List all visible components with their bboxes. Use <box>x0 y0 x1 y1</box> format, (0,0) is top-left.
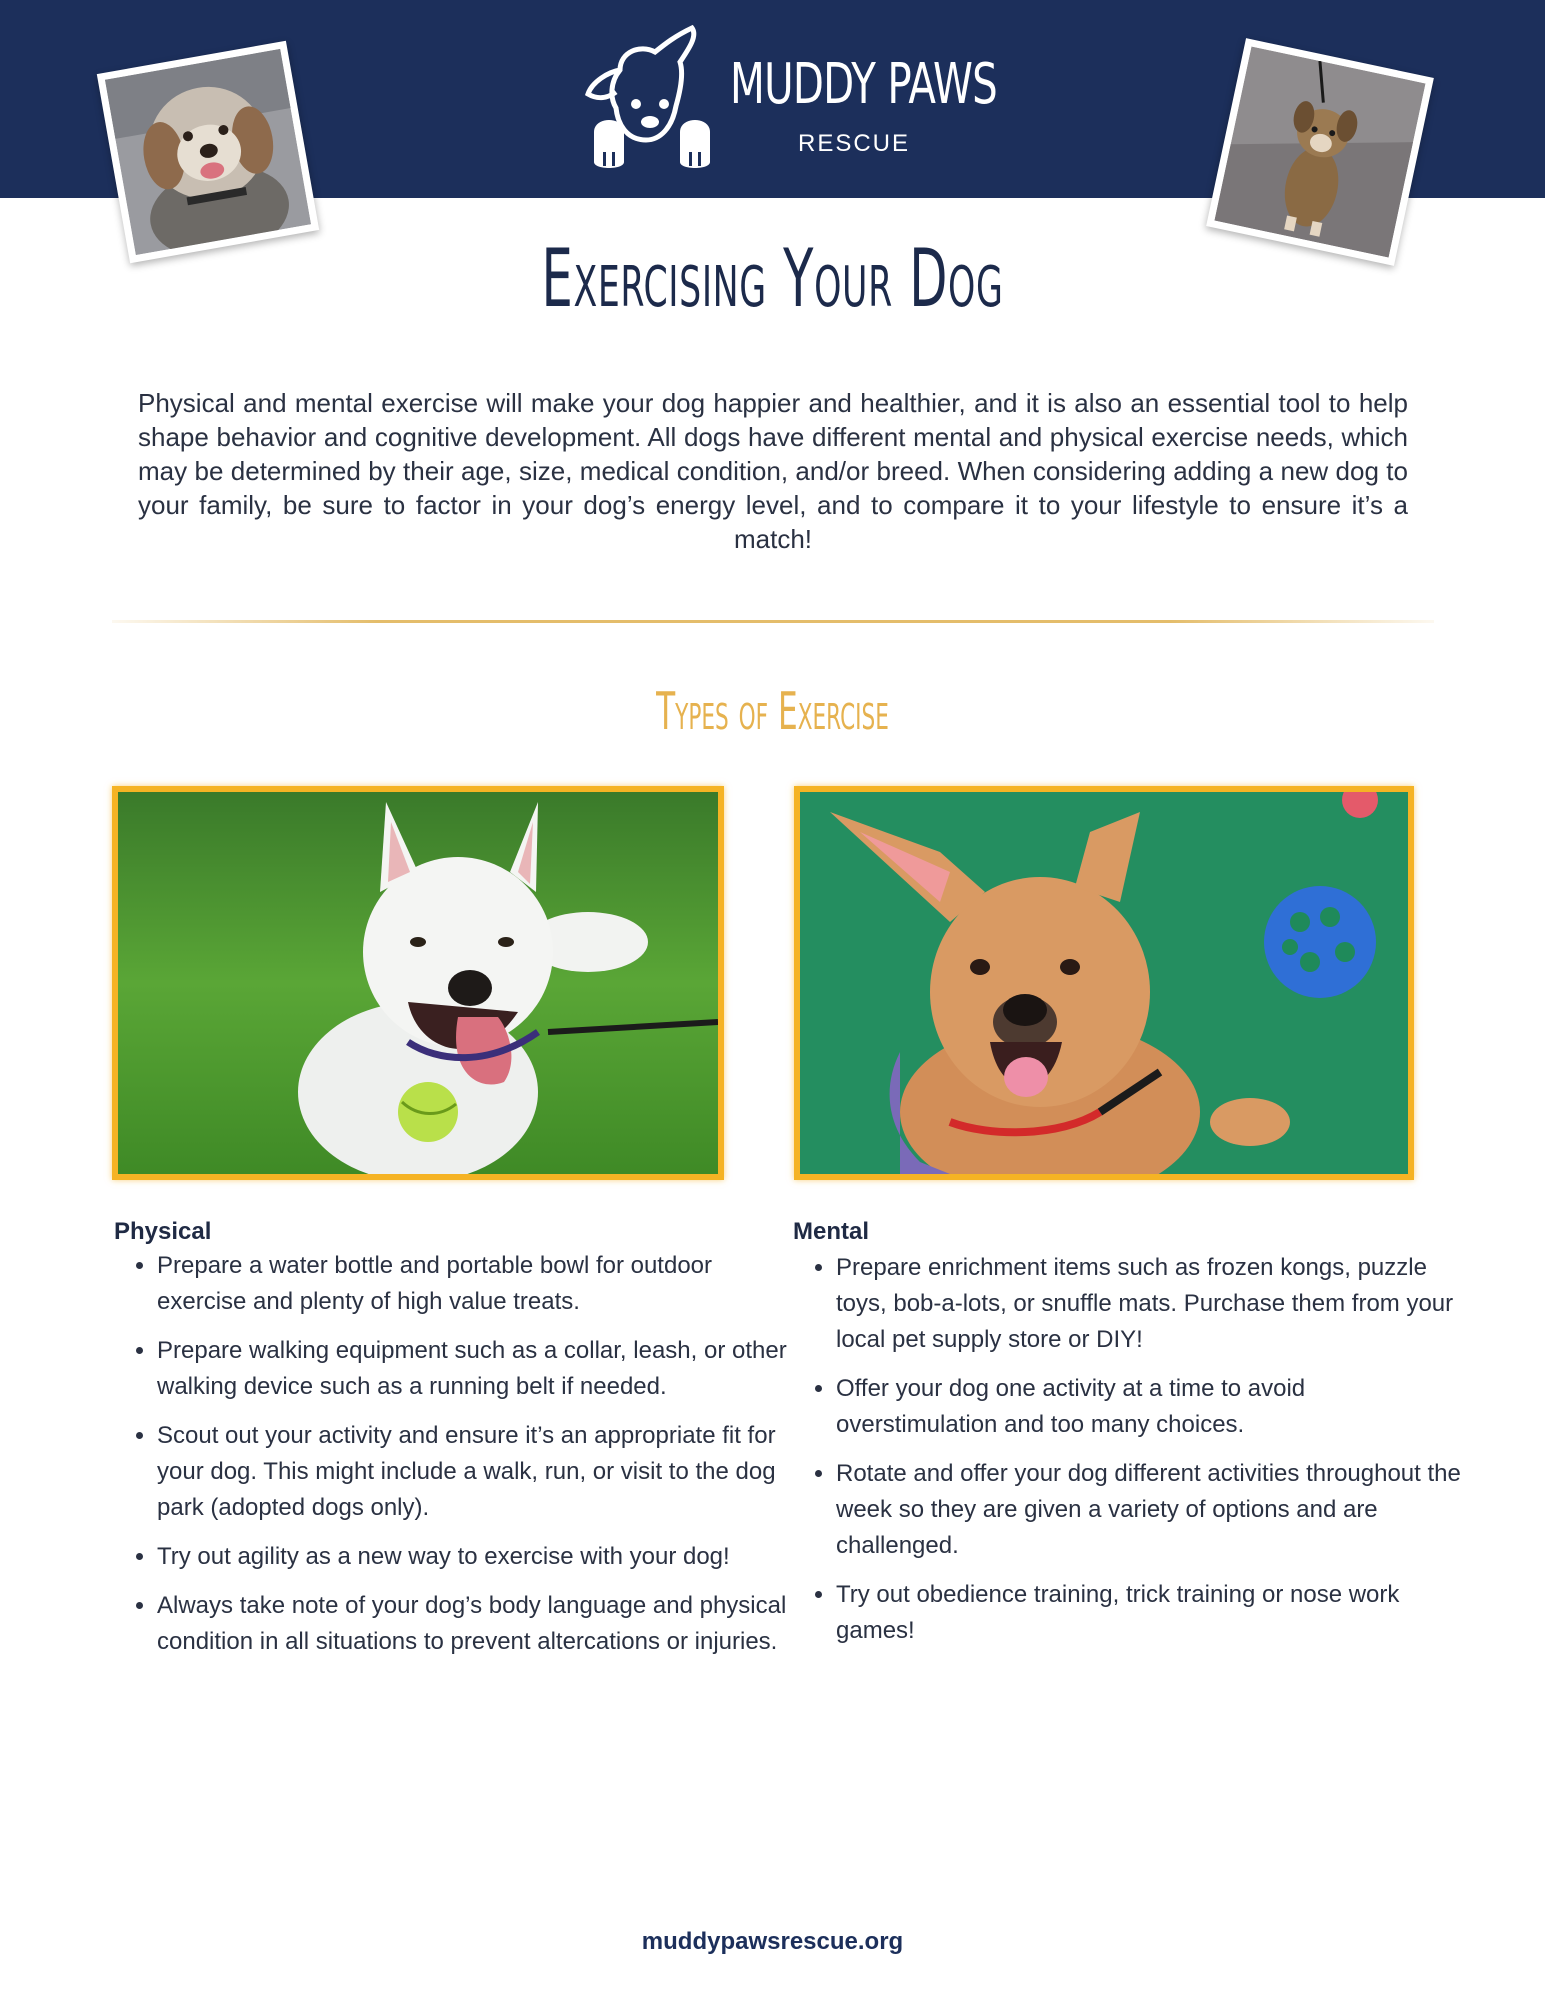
list-item: • Try out agility as a new way to exercise with your dog! <box>157 1539 787 1575</box>
intro-paragraph: Physical and mental exercise will make your dog happier and healthier, and it is also an essential tool to help shape behavior and cognitive development. All dogs have different mental and physical exercise needs, which may be determined by their age, size, medical condition, and/or breed. When considering adding a new dog to your family, be sure to factor in your dog’s energy level, and to compare it to your lifestyle to ensure it’s a match! <box>138 388 1408 554</box>
brand-sub: RESCUE <box>798 130 911 157</box>
mental-list <box>793 1250 1466 1662</box>
physical-exercise-image <box>112 786 724 1180</box>
footer-url[interactable]: muddypawsrescue.org <box>641 1928 904 1955</box>
list-item: • Try out obedience training, trick training or nose work games! <box>836 1577 1466 1649</box>
mental-heading: Mental <box>793 1218 870 1245</box>
mental-exercise-image <box>794 786 1414 1180</box>
logo <box>580 22 1000 182</box>
list-item: • Prepare walking equipment such as a collar, leash, or other walking device such as a running belt if needed. <box>157 1333 787 1405</box>
section-title: Types of Exercise <box>656 682 889 742</box>
list-item: • Always take note of your dog’s body language and physical condition in all situations to prevent altercations or injuries. <box>157 1588 787 1660</box>
physical-list <box>114 1248 787 1673</box>
list-item: • Rotate and offer your dog different activities throughout the week so they are given a variety of options and are challenged. <box>836 1456 1466 1564</box>
header-photo-doodle <box>97 41 319 263</box>
dog-logo-icon <box>580 22 720 182</box>
list-item: • Scout out your activity and ensure it’s an appropriate fit for your dog. This might include a walk, run, or visit to the dog park (adopted dogs only). <box>157 1418 787 1526</box>
divider <box>112 620 1434 623</box>
physical-heading: Physical <box>114 1218 212 1245</box>
list-item: • Prepare enrichment items such as frozen kongs, puzzle toys, bob-a-lots, or snuffle mats. Purchase them from your local pet supply store or DIY! <box>836 1250 1466 1358</box>
brand-name: MUDDY PAWS <box>730 52 998 117</box>
list-item: • Prepare a water bottle and portable bowl for outdoor exercise and plenty of high value treats. <box>157 1248 787 1320</box>
page-title: Exercising Your Dog <box>541 232 1004 325</box>
list-item: • Offer your dog one activity at a time to avoid overstimulation and too many choices. <box>836 1371 1466 1443</box>
